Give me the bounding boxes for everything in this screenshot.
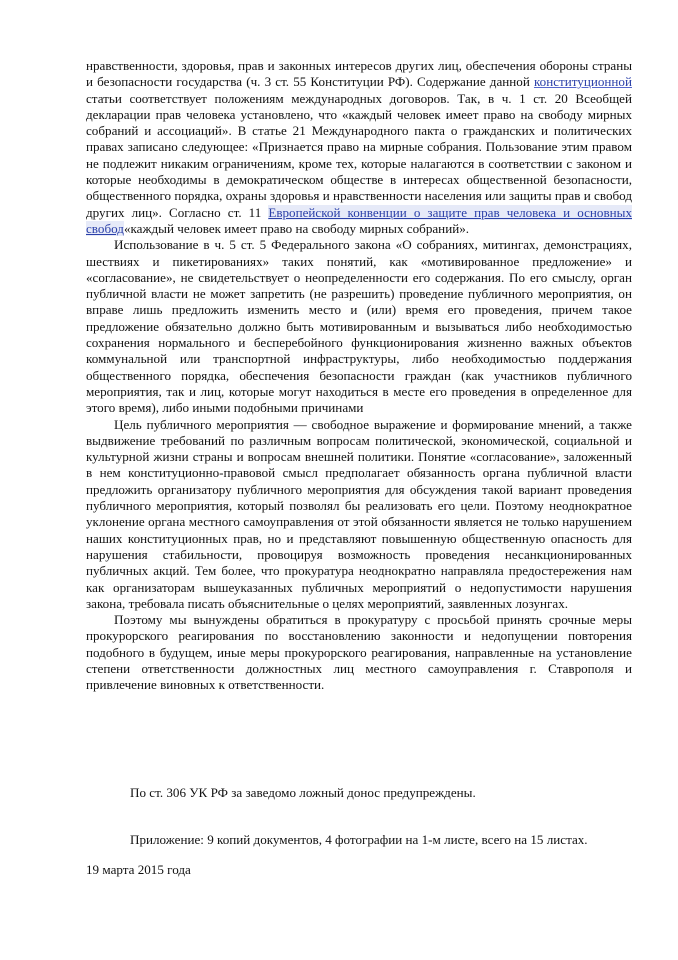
paragraph-request: Поэтому мы вынуждены обратиться в прокуратуру с просьбой принять срочные меры прокурорского реагирования по восстановлению законности и недопущении повторения подобного в будущем, иные меры прокурорского реагирования, направленные на установление степени ответственности должностных лиц местного самоуправления г. Ставрополя и привлечение виновных к ответственности. [86, 612, 632, 693]
paragraph-text: нравственности, здоровья, прав и законных интересов других лиц, обеспечения обороны страны и безопасности государства (ч. 3 ст. 55 Конституции РФ). Содержание данной [86, 58, 632, 90]
false-report-warning: По ст. 306 УК РФ за заведомо ложный донос предупреждены. [130, 785, 476, 800]
appendix-line: Приложение: 9 копий документов, 4 фотографии на 1-м листе, всего на 15 листах. [130, 832, 588, 847]
paragraph-federal-law: Использование в ч. 5 ст. 5 Федерального закона «О собраниях, митингах, демонстрациях, шествиях и пикетированиях» таких понятий, как «мотивированное предложение» и «согласование», не свидетельствует о неопределенности его содержания. По его смыслу, орган публичной власти не может запретить (не разрешить) проведение публичного мероприятия, он вправе лишь предложить изменить место и (или) время его проведения, причем такое предложение обязательно должно быть мотивированным и вызываться либо необходимостью сохранения нормального и бесперебойного функционирования жизненно важных объектов коммунальной или транспортной инфраструктуры, либо необходимостью поддержания общественного порядка, обеспечения безопасности граждан (как участников публичного мероприятия, так и лиц, которые могут находиться в месте его проведения в определенное для этого время), либо иными подобными причинами [86, 237, 632, 416]
paragraph-constitution [86, 58, 632, 237]
link-constitutional[interactable]: конституционной [533, 74, 632, 90]
paragraph-text: «каждый человек имеет право на свободу мирных собраний». [123, 220, 470, 236]
link-european-convention[interactable]: Европейской конвенции о защите прав человека и основных свобод [86, 204, 632, 236]
paragraph-text: статьи соответствует положениям международных договоров. Так, в ч. 1 ст. 20 Всеобщей декларации прав человека установлено, что «каждый человек имеет право на свободу мирных собраний и ассоциаций». В статье 21 Международного пакта о гражданских и политических правах записано следующее: «Признается право на мирные собрания. Пользование этим правом не подлежит никаким ограничениям, кроме тех, которые налагаются в соответствии с законом и которые необходимы в демократическом обществе в интересах общественной безопасности, общественного порядка, охраны здоровья и нравственности населения или защиты прав и свобод других лиц». Согласно ст. 11 [86, 90, 632, 220]
paragraph-public-event-purpose: Цель публичного мероприятия — свободное выражение и формирование мнений, а также выдвижение требований по различным вопросам политической, экономической, социальной и культурной жизни страны и вопросам внешней политики. Понятие «согласование», заложенный в нем конституционно-правовой смысл предполагает обязанность органа публичной власти предложить организатору публичного мероприятия для обсуждения такой вариант проведения публичного мероприятия, который позволял бы реализовать его цели. Поэтому неоднократное уклонение органа местного самоуправления от этой обязанности является не только нарушением наших конституционных прав, но и представляют повышенную общественную опасность для нарушения стабильности, провоцируя возможность проведения несанкционированных публичных акций. Тем более, что прокуратура неоднократно направляла предостережения нам как организаторам вышеуказанных публичных мероприятий о недопустимости нарушения закона, требовала писать объяснительные о целях мероприятий, заявленных лозунгах. [86, 416, 632, 611]
document-date: 19 марта 2015 года [86, 862, 191, 877]
